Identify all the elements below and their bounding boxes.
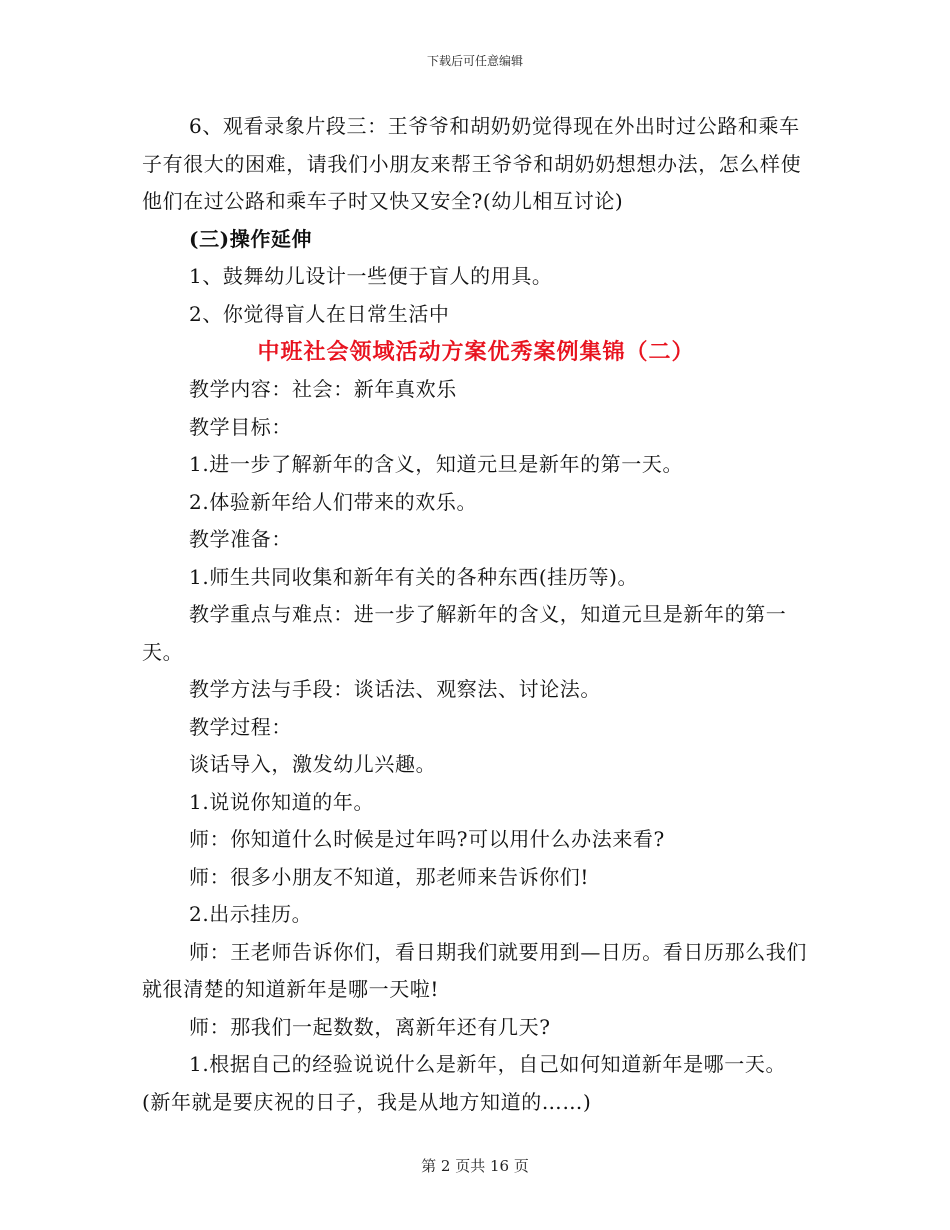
paragraph: 师：你知道什么时候是过年吗?可以用什么办法来看? — [189, 827, 665, 851]
page-footer: 第 2 页共 16 页 — [421, 1157, 529, 1175]
paragraph: 师：王老师告诉你们，看日期我们就要用到—日历。看日历那么我们就很清楚的知道新年是哪一天啦! — [142, 939, 807, 1001]
paragraph: 2.出示挂历。 — [189, 902, 313, 926]
paragraph: 1、鼓舞幼儿设计一些便于盲人的用具。 — [189, 264, 553, 288]
paragraph: 1.根据自己的经验说说什么是新年，自己如何知道新年是哪一天。(新年就是要庆祝的日子，我是从地方知道的……) — [142, 1052, 787, 1114]
paragraph: 教学内容：社会：新年真欢乐 — [189, 377, 457, 401]
paragraph: 教学重点与难点：进一步了解新年的含义，知道元旦是新年的第一天。 — [142, 602, 787, 664]
paragraph: 6、观看录象片段三：王爷爷和胡奶奶觉得现在外出时过公路和乘车子有很大的困难，请我们小朋友来帮王爷爷和胡奶奶想想办法，怎么样使他们在过公路和乘车子时又快又安全?(幼儿相互讨论) — [142, 114, 802, 213]
paragraph: 师：很多小朋友不知道，那老师来告诉你们! — [189, 864, 590, 889]
paragraph: 1.说说你知道的年。 — [189, 789, 375, 814]
paragraph: 教学准备： — [189, 527, 292, 551]
paragraph: 1.进一步了解新年的含义，知道元旦是新年的第一天。 — [189, 452, 684, 476]
document-body — [142, 108, 810, 1121]
paragraph: 教学过程： — [189, 714, 292, 739]
paragraph: 1.师生共同收集和新年有关的各种东西(挂历等)。 — [189, 564, 639, 589]
paragraph: 2.体验新年给人们带来的欢乐。 — [189, 489, 478, 514]
page-header: 下载后可任意编辑 — [426, 54, 523, 68]
paragraph: 2、你觉得盲人在日常生活中 — [189, 301, 450, 326]
subheading: (三)操作延伸 — [189, 226, 313, 251]
paragraph: 教学目标： — [189, 414, 292, 439]
paragraph: 谈话导入，激发幼儿兴趣。 — [189, 752, 437, 776]
paragraph: 师：那我们一起数数，离新年还有几天? — [189, 1014, 551, 1039]
section-title: 中班社会领域活动方案优秀案例集锦（二） — [257, 339, 695, 365]
paragraph: 教学方法与手段：谈话法、观察法、讨论法。 — [189, 677, 601, 701]
